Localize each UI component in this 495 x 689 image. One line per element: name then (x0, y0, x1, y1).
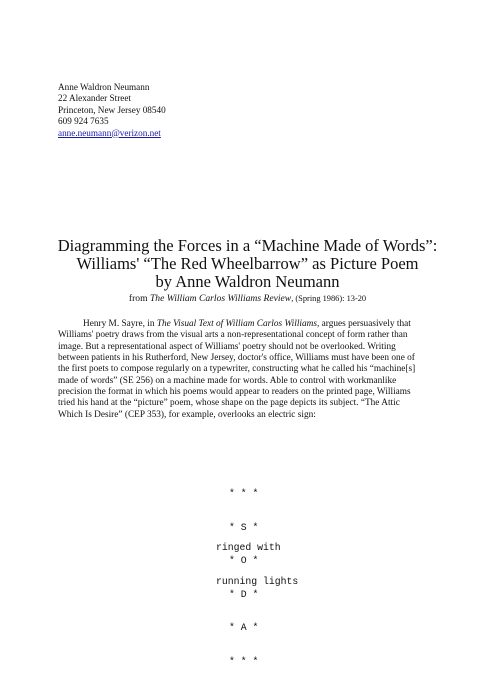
source-prefix: from (128, 293, 150, 304)
paragraph-line: Williams' poetry draws from the visual arts a non-representational concept of form rather than (58, 330, 408, 341)
paragraph-line: image. But a representational aspect of Williams' poetry should not be overlooked. Writing (58, 341, 396, 352)
text-run: , argues persuasively that (317, 319, 411, 329)
byline: by Anne Waldron Neumann (155, 272, 340, 291)
paragraph-line: tried his hand at the “picture” poem, whose shape on the page depicts its subject. “The Attic (58, 398, 400, 409)
poem-line: ringed with (216, 542, 281, 554)
poem-line: * S * (229, 521, 259, 533)
street-address: 22 Alexander Street (58, 93, 131, 104)
poem-line: * * * (229, 488, 259, 500)
book-title: The Visual Text of William Carlos Williams (156, 319, 317, 329)
paragraph-line (58, 319, 442, 330)
source-issue: , (Spring 1986): 13-20 (291, 294, 367, 303)
paragraph-line: made of words” (SE 256) on a machine made for words. Able to control with workmanlike (58, 375, 397, 386)
author-name: Anne Waldron Neumann (58, 82, 150, 92)
journal-title: The William Carlos Williams Review (149, 293, 292, 304)
text-run: Henry M. Sayre, in (83, 319, 157, 329)
title-line-1: Diagramming the Forces in a “Machine Made of Words”: (57, 236, 438, 255)
article-title-block (0, 237, 495, 305)
email-link[interactable]: anne.neumann@verizon.net (58, 127, 161, 138)
city-state-zip: Princeton, New Jersey 08540 (58, 104, 166, 115)
author-address-block (58, 82, 166, 139)
source-citation (0, 292, 495, 305)
phone-number: 609 924 7635 (58, 116, 109, 127)
paragraph-line: Which Is Desire” (CEP 353), for example, overlooks an electric sign: (58, 409, 316, 420)
paragraph-line: between patients in his Rutherford, New Jersey, doctor's office, Williams must have been one of (58, 353, 415, 364)
poem-line: * * * (229, 655, 259, 667)
poem-line: * D * (229, 588, 259, 600)
poem-line: * A * (229, 622, 259, 634)
poem-line: running lights (216, 575, 299, 587)
body-paragraph (58, 319, 442, 421)
poem-tail (216, 520, 298, 609)
title-line-2: Williams' “The Red Wheelbarrow” as Picture Poem (76, 254, 419, 273)
poem-line: * O * (229, 555, 259, 567)
paragraph-line: the first poets to compose regularly on a typewriter, constructing what he called his “machine[s] (58, 364, 416, 375)
paragraph-line: precision the format in which his poems would appear to readers on the printed page, Williams (58, 387, 411, 398)
